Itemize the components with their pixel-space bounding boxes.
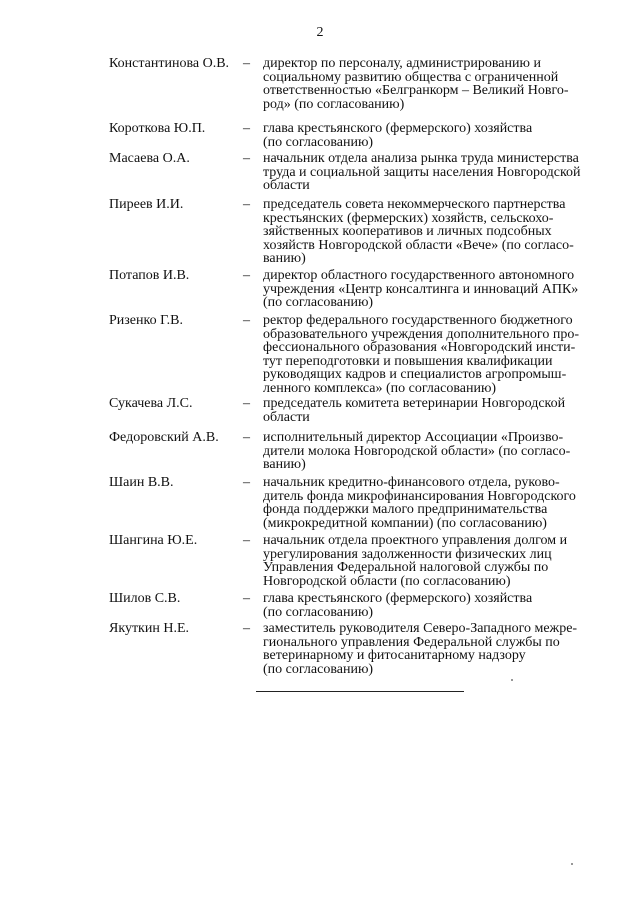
entry-dash: – (243, 396, 250, 411)
member-position (263, 57, 588, 111)
entry-dash: – (243, 151, 250, 166)
member-entry (109, 397, 588, 424)
position-line: тут переподготовки и повышения квалификации (263, 353, 553, 369)
position-line: начальник отдела анализа рынка труда министерства (263, 151, 579, 166)
entry-dash: – (243, 121, 250, 136)
position-line: глава крестьянского (фермерского) хозяйства (263, 121, 533, 136)
position-line: (по согласованию) (263, 661, 374, 677)
member-name: Масаева О.А. (109, 151, 190, 166)
position-line: ответственностью «Белгранкорм – Великий Новго- (263, 83, 569, 99)
position-line: крестьянских (фермерских) хозяйств, сельскохо- (263, 210, 554, 226)
position-line: урегулирования задолженности физических лиц (263, 546, 552, 562)
member-name: Короткова Ю.П. (109, 121, 206, 136)
closing-rule (256, 691, 464, 692)
member-position (263, 198, 588, 266)
position-line: исполнительный директор Ассоциации «Произво- (263, 430, 564, 445)
position-line: области (263, 409, 310, 425)
member-position (263, 269, 588, 310)
member-position (263, 476, 588, 530)
member-name: Шаин В.В. (109, 475, 174, 490)
position-line: труда и социальной защиты населения Новгородской (263, 164, 581, 180)
entry-dash: – (243, 475, 250, 490)
member-position (263, 534, 588, 588)
member-position (263, 152, 588, 193)
position-line: председатель комитета ветеринарии Новгородской (263, 396, 566, 411)
position-line: род» (по согласованию) (263, 96, 405, 112)
member-position (263, 431, 588, 472)
position-line: начальник кредитно-финансового отдела, руково- (263, 475, 560, 490)
position-line: ванию) (263, 457, 306, 473)
position-line: Новгородской области (по согласованию) (263, 573, 511, 589)
position-line: гионального управления Федеральной службы по (263, 634, 560, 650)
position-line: Управления Федеральной налоговой службы по (263, 560, 549, 576)
position-line: социальному развитию общества с ограниченной (263, 69, 559, 85)
entry-dash: – (243, 268, 250, 283)
member-name: Шилов С.В. (109, 591, 181, 606)
member-entry (109, 314, 588, 396)
position-line: директор по персоналу, администрированию и (263, 56, 541, 71)
member-entry (109, 152, 588, 193)
position-line: фонда поддержки малого предпринимательства (263, 502, 548, 518)
member-entry (109, 122, 588, 149)
member-entry (109, 592, 588, 619)
member-position (263, 122, 588, 149)
position-line: (по согласованию) (263, 134, 374, 150)
member-name: Федоровский А.В. (109, 430, 219, 445)
member-name: Пиреев И.И. (109, 197, 184, 212)
entry-dash: – (243, 56, 250, 71)
position-line: руководящих кадров и специалистов агропромыш- (263, 367, 567, 383)
position-line: председатель совета некоммерческого партнерства (263, 197, 566, 212)
position-line: ректор федерального государственного бюджетного (263, 313, 573, 328)
member-entry (109, 57, 588, 111)
position-line: ленного комплекса» (по согласованию) (263, 380, 497, 396)
position-line: хозяйств Новгородской области «Вече» (по согласо- (263, 237, 574, 253)
member-entry (109, 534, 588, 588)
position-line: области (263, 178, 310, 194)
entry-dash: – (243, 591, 250, 606)
member-position (263, 622, 588, 676)
position-line: дитель фонда микрофинансирования Новгородского (263, 488, 576, 504)
entry-dash: – (243, 197, 250, 212)
member-entry (109, 198, 588, 266)
member-entry (109, 476, 588, 530)
position-line: зяйственных кооперативов и личных подсобных (263, 224, 552, 240)
position-line: глава крестьянского (фермерского) хозяйства (263, 591, 533, 606)
position-line: ветеринарному и фитосанитарному надзору (263, 648, 526, 664)
member-name: Константинова О.В. (109, 56, 230, 71)
position-line: директор областного государственного автономного (263, 268, 575, 283)
position-line: начальник отдела проектного управления долгом и (263, 533, 568, 548)
position-line: (по согласованию) (263, 604, 374, 620)
position-line: образовательного учреждения дополнительного про- (263, 326, 579, 342)
position-line: (микрокредитной компании) (по согласованию) (263, 515, 547, 531)
position-line: (по согласованию) (263, 295, 374, 311)
member-entry (109, 269, 588, 310)
member-position (263, 592, 588, 619)
position-line: ванию) (263, 251, 306, 267)
entry-dash: – (243, 621, 250, 636)
member-name: Потапов И.В. (109, 268, 190, 283)
scan-speck (571, 863, 573, 865)
position-line: фессионального образования «Новгородский инсти- (263, 340, 576, 356)
position-line: учреждения «Центр консалтинга и инноваций АПК» (263, 281, 579, 297)
position-line: дители молока Новгородской области» (по согласо- (263, 443, 571, 459)
member-name: Ризенко Г.В. (109, 313, 183, 328)
member-name: Якуткин Н.Е. (109, 621, 190, 636)
member-entry (109, 431, 588, 472)
entry-dash: – (243, 313, 250, 328)
member-position (263, 397, 588, 424)
position-line: заместитель руководителя Северо-Западного межре- (263, 621, 578, 636)
page-number: 2 (316, 25, 324, 40)
member-name: Шангина Ю.Е. (109, 533, 198, 548)
scan-speck (511, 679, 513, 681)
entry-dash: – (243, 430, 250, 445)
member-name: Сукачева Л.С. (109, 396, 193, 411)
member-position (263, 314, 588, 396)
entry-dash: – (243, 533, 250, 548)
member-entry (109, 622, 588, 676)
